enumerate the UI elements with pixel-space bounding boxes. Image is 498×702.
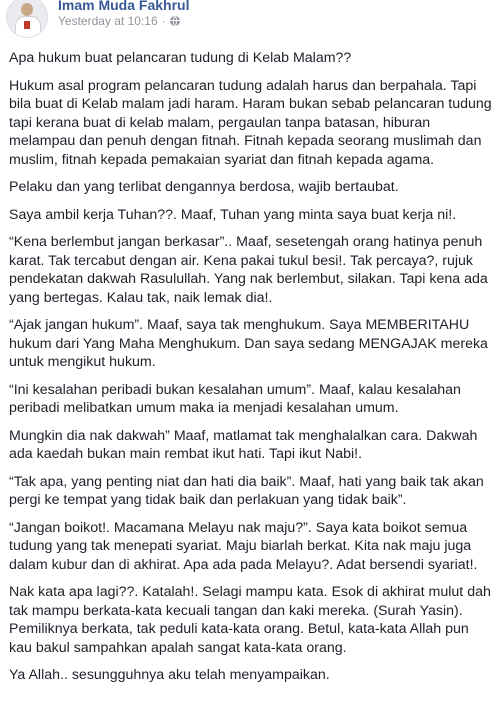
post-paragraph: Saya ambil kerja Tuhan??. Maaf, Tuhan yang minta saya buat kerja ni!. <box>9 206 457 223</box>
post-header <box>0 0 498 36</box>
post-paragraph: Pelaku dan yang terlibat dengannya berdosa, wajib bertaubat. <box>9 179 399 195</box>
author-name[interactable]: Imam Muda Fakhrul <box>58 0 190 13</box>
post-paragraph: Ya Allah.. sesungguhnya aku telah menyampaikan. <box>9 667 330 683</box>
post-paragraph: Hukum asal program pelancaran tudung adalah harus dan berpahala. Tapi bila buat di Kelab malam jadi haram. Haram bukan sebab pelancaran tudung tapi kerana buat di kelab malam, pergaulan tanpa batasan, hiburan melampau dan penuh dengan fitnah. Fitnah kepada seorang muslimah dan muslim, fitnah kepada pemakaian syariat dan fitnah kepada agama. <box>9 77 492 168</box>
globe-icon[interactable] <box>170 16 180 26</box>
post-timestamp[interactable]: Yesterday at 10:16 <box>58 14 158 28</box>
post-paragraph: Mungkin dia nak dakwah” Maaf, matlamat tak menghalalkan cara. Dakwah ada kaedah bukan main rembat ikut hati. Tapi ikut Nabi!. <box>9 427 478 462</box>
post-paragraph: “Tak apa, yang penting niat dan hati dia baik”. Maaf, hati yang baik tak akan pergi ke tempat yang tidak baik dan perlakuan yang tidak baik”. <box>9 473 484 508</box>
post-paragraph: “Kena berlembut jangan berkasar”.. Maaf, sesetengah orang hatinya penuh karat. Tak tercabut dengan air. Kena pakai tukul besi!. Tak percaya?, rujuk pendekatan dakwah Rasulullah. Yang nak berlembut, silakan. Tapi kena ada yang bertegas. Kalau tak, naik lemak dia!. <box>9 234 488 306</box>
post-paragraph: “Ini kesalahan peribadi bukan kesalahan umum”. Maaf, kalau kesalahan peribadi melibatkan umum maka ia menjadi kesalahan umum. <box>9 381 461 416</box>
author-avatar[interactable] <box>6 0 48 38</box>
post-meta <box>58 14 180 28</box>
post-paragraph: “Jangan boikot!. Macamana Melayu nak maju?”. Saya kata boikot semua tudung yang tak menepati syariat. Maju biarlah berkat. Kita nak maju juga dalam kubur dan di akhirat. Apa ada pada Melayu?. Adat bersendi syariat!. <box>9 519 478 573</box>
post-body <box>9 49 493 694</box>
meta-separator: · <box>161 14 166 28</box>
post-paragraph: “Ajak jangan hukum”. Maaf, saya tak menghukum. Saya MEMBERITAHU hukum dari Yang Maha Menghukum. Dan saya sedang MENGAJAK mereka untuk mengikut hukum. <box>9 317 488 370</box>
post-paragraph: Nak kata apa lagi??. Katalah!. Selagi mampu kata. Esok di akhirat mulut dah tak mampu berkata-kata kecuali tangan dan kaki mereka. (Surah Yasin). Pemiliknya berkata, tak peduli kata-kata orang. Betul, kata-kata Allah pun kau bakul sampahkan apalah sangat kata-kata orang. <box>9 584 491 656</box>
post-paragraph: Apa hukum buat pelancaran tudung di Kelab Malam?? <box>9 50 352 66</box>
